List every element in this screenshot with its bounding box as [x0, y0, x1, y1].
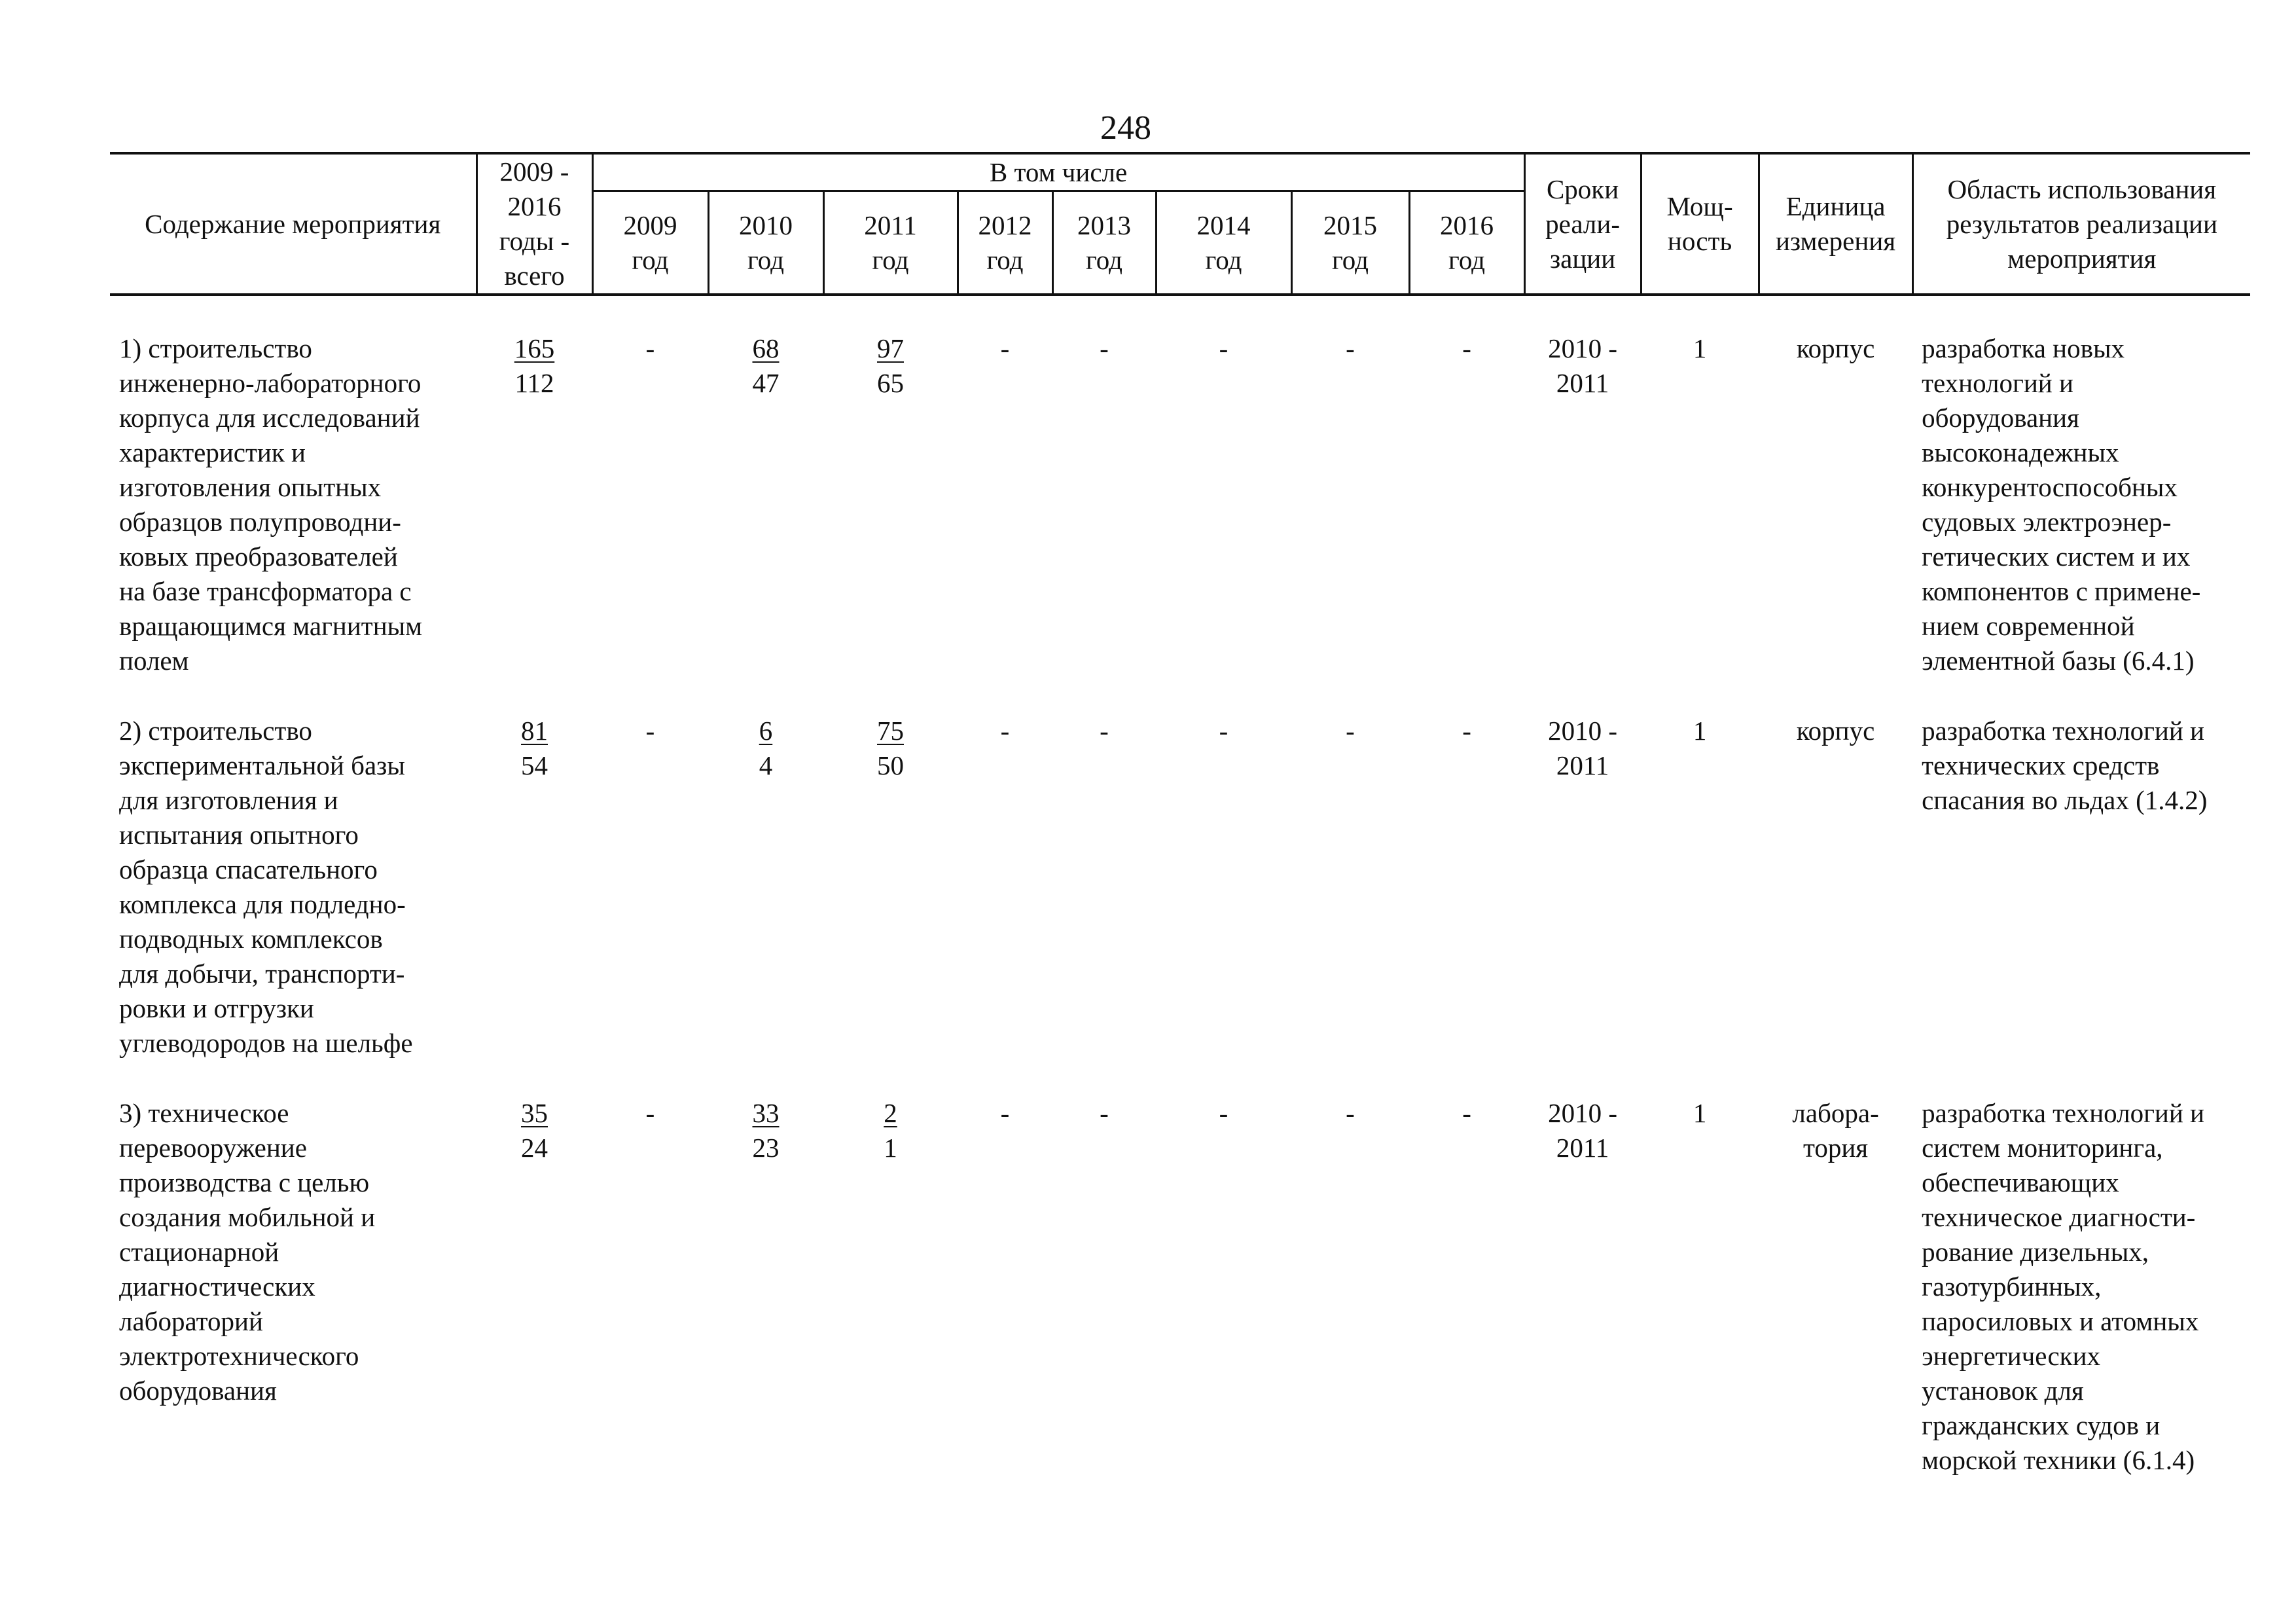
table-row — [110, 1096, 2250, 1478]
header-unit: Единица измерения — [1759, 153, 1912, 295]
year-2010-bottom: 47 — [752, 368, 780, 398]
row-content: 3) техническое перевооружение производства с целью создания мобильной и стационарной диагностических лабораторий электротехнического оборудования — [119, 1098, 376, 1406]
header-including: В том числе — [592, 153, 1524, 191]
header-year-2016: 2016 год — [1409, 191, 1524, 295]
year-2010-top: 33 — [752, 1098, 780, 1128]
header-power: Мощ- ность — [1641, 153, 1759, 295]
row-power: 1 — [1693, 716, 1707, 746]
row-area: разработка технологий и систем мониторинга, обеспечивающих техническое диагности- рование дизельных, газотурбинных, паросиловых и атомных энергетических установок для гражданских судов и морской техники (6.1.4) — [1922, 1098, 2204, 1475]
year-2011-bottom: 50 — [877, 750, 904, 780]
year-2011-value — [823, 1096, 958, 1478]
year-2016-value: - — [1462, 1098, 1471, 1128]
year-2009-value: - — [645, 333, 655, 363]
year-2013-value: - — [1100, 1098, 1109, 1128]
header-terms: Сроки реали- зации — [1524, 153, 1641, 295]
row-terms: 2010 - 2011 — [1548, 333, 1618, 398]
year-2011-value — [823, 331, 958, 678]
measures-table — [110, 152, 2250, 1478]
year-2016-value: - — [1462, 716, 1471, 746]
row-terms: 2010 - 2011 — [1548, 716, 1618, 780]
row-content: 1) строительство инженерно-лабораторного корпуса для исследований характеристик и изготовления опытных образцов полупроводни- ковых преобразователей на базе трансформатора с вращающимся магнитным полем — [119, 333, 423, 676]
header-year-2015: 2015 год — [1291, 191, 1409, 295]
year-2012-value: - — [1000, 716, 1010, 746]
total-bottom: 24 — [521, 1133, 548, 1163]
year-2010-top: 68 — [752, 333, 780, 363]
year-2013-value: - — [1100, 333, 1109, 363]
year-2012-value: - — [1000, 333, 1010, 363]
year-2012-value: - — [1000, 1098, 1010, 1128]
header-year-2014: 2014 год — [1156, 191, 1291, 295]
measures-table-wrapper — [110, 152, 2250, 1478]
page-number: 248 — [1100, 109, 1151, 147]
year-2011-top: 75 — [877, 716, 904, 746]
row-unit: корпус — [1796, 333, 1875, 363]
year-2014-value: - — [1219, 716, 1229, 746]
row-area: разработка технологий и технических средств спасания во льдах (1.4.2) — [1922, 716, 2208, 815]
total-top: 35 — [521, 1098, 548, 1128]
row-total — [476, 714, 592, 1061]
total-top: 165 — [514, 333, 555, 363]
row-power: 1 — [1693, 1098, 1707, 1128]
total-bottom: 54 — [521, 750, 548, 780]
row-total — [476, 1096, 592, 1478]
header-year-2013: 2013 год — [1052, 191, 1156, 295]
year-2011-bottom: 65 — [877, 368, 904, 398]
year-2013-value: - — [1100, 716, 1109, 746]
total-bottom: 112 — [514, 368, 554, 398]
table-body — [110, 295, 2250, 1478]
header-area: Область использования результатов реализации мероприятия — [1912, 153, 2250, 295]
row-content: 2) строительство экспериментальной базы для изготовления и испытания опытного образца спасательного комплекса для подледно- подводных комплексов для добычи, транспорти- ровки и отгрузки углеводородов на шельфе — [119, 716, 413, 1058]
year-2011-bottom: 1 — [884, 1133, 897, 1163]
year-2016-value: - — [1462, 333, 1471, 363]
header-year-2011: 2011 год — [823, 191, 958, 295]
year-2010-value — [708, 331, 823, 678]
year-2010-bottom: 4 — [759, 750, 773, 780]
header-year-2010: 2010 год — [708, 191, 823, 295]
year-2011-value — [823, 714, 958, 1061]
table-row — [110, 714, 2250, 1061]
header-year-2012: 2012 год — [958, 191, 1052, 295]
year-2010-value — [708, 1096, 823, 1478]
row-total — [476, 331, 592, 678]
year-2009-value: - — [645, 716, 655, 746]
header-year-2009: 2009 год — [592, 191, 708, 295]
header-content: Содержание мероприятия — [110, 153, 476, 295]
year-2011-top: 2 — [884, 1098, 897, 1128]
table-header — [110, 153, 2250, 295]
year-2015-value: - — [1346, 333, 1355, 363]
total-top: 81 — [521, 716, 548, 746]
year-2010-bottom: 23 — [752, 1133, 780, 1163]
year-2010-value — [708, 714, 823, 1061]
year-2014-value: - — [1219, 1098, 1229, 1128]
year-2009-value: - — [645, 1098, 655, 1128]
table-row — [110, 331, 2250, 678]
year-2015-value: - — [1346, 716, 1355, 746]
year-2015-value: - — [1346, 1098, 1355, 1128]
header-total: 2009 - 2016 годы - всего — [476, 153, 592, 295]
year-2014-value: - — [1219, 333, 1229, 363]
row-area: разработка новых технологий и оборудования высоконадежных конкурентоспособных судовых электроэнер- гетических систем и их компонентов с примене- нием современной элементной базы (6.4.1) — [1922, 333, 2201, 676]
year-2011-top: 97 — [877, 333, 904, 363]
year-2010-top: 6 — [759, 716, 773, 746]
row-unit: корпус — [1796, 716, 1875, 746]
row-unit: лабора- тория — [1792, 1098, 1879, 1163]
row-power: 1 — [1693, 333, 1707, 363]
row-terms: 2010 - 2011 — [1548, 1098, 1618, 1163]
